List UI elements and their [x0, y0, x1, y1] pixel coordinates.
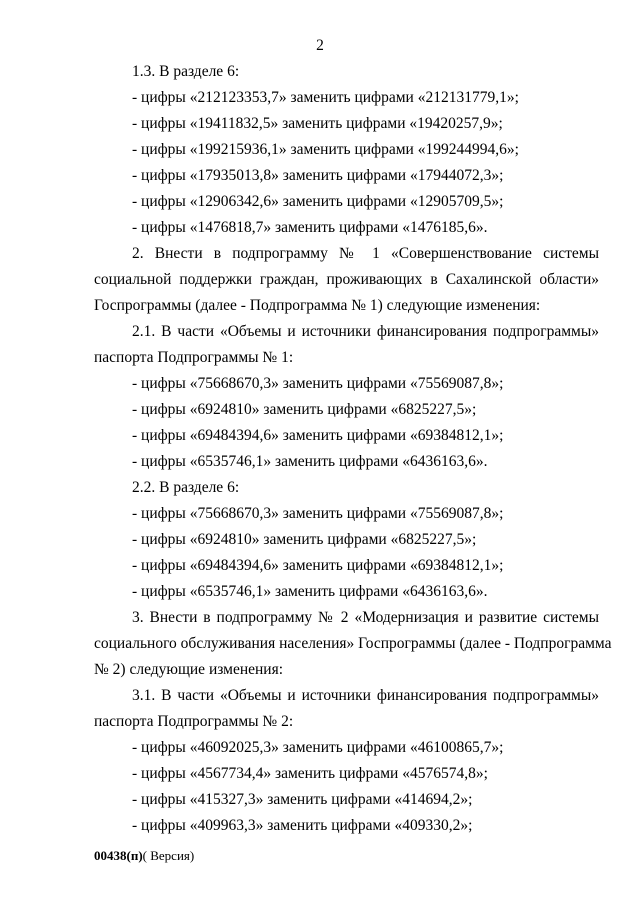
section-heading: 1.3. В разделе 6: [132, 63, 240, 80]
list-item: - цифры «212123353,7» заменить цифрами «212131779,1»; [132, 89, 519, 106]
paragraph-line: 3. Внести в подпрограмму № 2 «Модернизация и развитие системы [132, 609, 599, 626]
list-item: - цифры «46092025,3» заменить цифрами «46100865,7»; [132, 739, 504, 756]
paragraph-line: социального обслуживания населения» Госпрограммы (далее - Подпрограмма [94, 635, 612, 652]
list-item: - цифры «6924810» заменить цифрами «6825227,5»; [132, 531, 477, 548]
list-item: - цифры «69484394,6» заменить цифрами «69384812,1»; [132, 427, 504, 444]
list-item: - цифры «199215936,1» заменить цифрами «199244994,6»; [132, 141, 519, 158]
paragraph-line: 2. Внести в подпрограмму № 1 «Совершенствование системы [132, 245, 599, 262]
list-item: - цифры «69484394,6» заменить цифрами «69384812,1»; [132, 557, 504, 574]
paragraph-line: паспорта Подпрограммы № 2: [94, 713, 294, 730]
list-item: - цифры «75668670,3» заменить цифрами «75569087,8»; [132, 375, 504, 392]
list-item: - цифры «75668670,3» заменить цифрами «75569087,8»; [132, 505, 504, 522]
section-heading: 2.2. В разделе 6: [132, 479, 240, 496]
paragraph-line: Госпрограммы (далее - Подпрограмма № 1) следующие изменения: [94, 297, 541, 314]
paragraph-line: 3.1. В части «Объемы и источники финансирования подпрограммы» [132, 687, 599, 704]
paragraph-line: 2.1. В части «Объемы и источники финансирования подпрограммы» [132, 323, 599, 340]
list-item: - цифры «409963,3» заменить цифрами «409330,2»; [132, 817, 473, 834]
list-item: - цифры «17935013,8» заменить цифрами «17944072,3»; [132, 167, 504, 184]
list-item: - цифры «12906342,6» заменить цифрами «12905709,5»; [132, 193, 504, 210]
list-item: - цифры «19411832,5» заменить цифрами «19420257,9»; [132, 115, 503, 132]
paragraph-line: социальной поддержки граждан, проживающих в Сахалинской области» [94, 271, 599, 288]
list-item: - цифры «415327,3» заменить цифрами «414694,2»; [132, 791, 473, 808]
list-item: - цифры «6535746,1» заменить цифрами «6436163,6». [132, 583, 488, 600]
page-number: 2 [316, 37, 324, 54]
paragraph-line: № 2) следующие изменения: [94, 661, 284, 678]
paragraph-line: паспорта Подпрограммы № 1: [94, 349, 294, 366]
document-code: 00438(п) [94, 848, 143, 863]
list-item: - цифры «1476818,7» заменить цифрами «1476185,6». [132, 219, 488, 236]
document-body [94, 59, 612, 839]
list-item: - цифры «4567734,4» заменить цифрами «4576574,8»; [132, 765, 488, 782]
list-item: - цифры «6535746,1» заменить цифрами «6436163,6». [132, 453, 488, 470]
document-version: ( Версия) [142, 848, 195, 863]
document-footer [94, 848, 194, 864]
list-item: - цифры «6924810» заменить цифрами «6825227,5»; [132, 401, 477, 418]
